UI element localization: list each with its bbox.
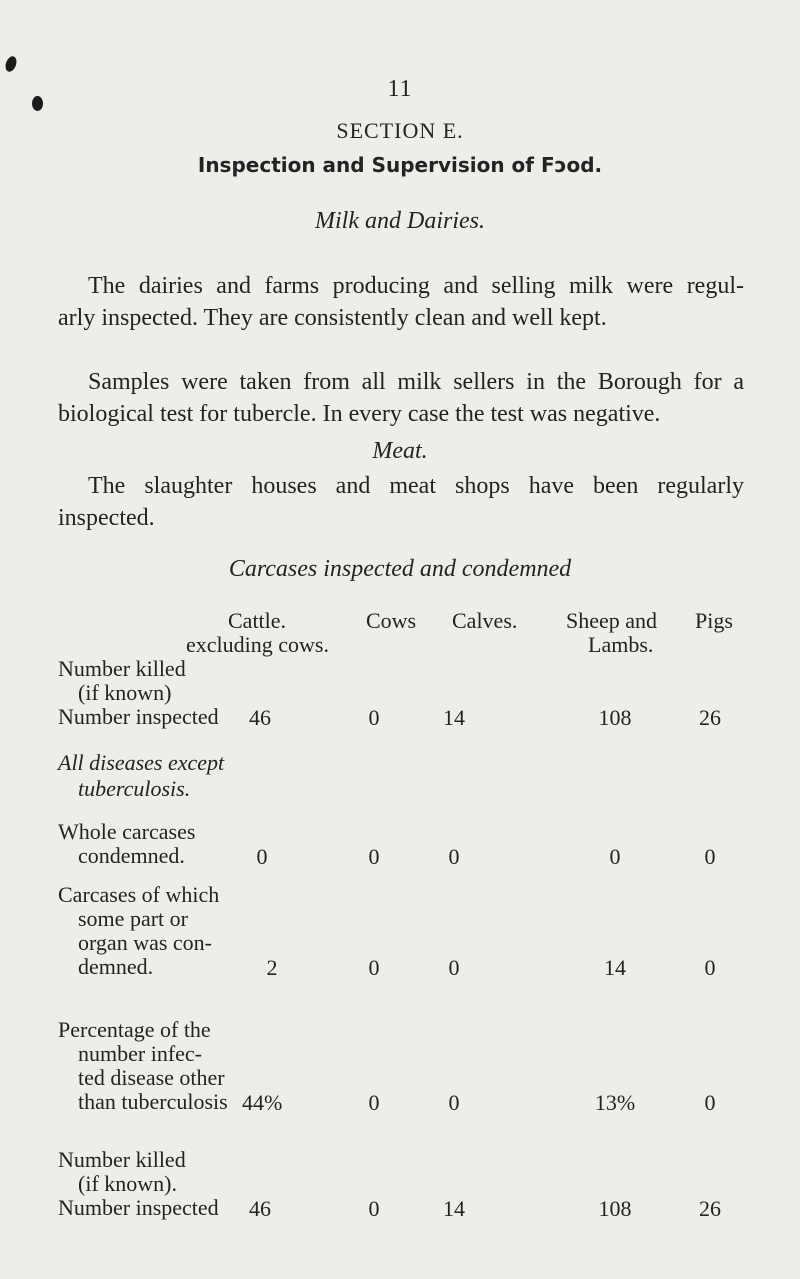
label-line: (if known) (78, 680, 172, 705)
label-line: Number killed (58, 1147, 186, 1172)
cell-pigs: 26 (699, 705, 721, 730)
label-line: than tuberculosis (78, 1089, 228, 1114)
section-label-all-diseases (58, 750, 224, 802)
text-line: The slaughter houses and meat shops have been regularly (88, 473, 744, 499)
text-line: The dairies and farms producing and selling milk were regul- (88, 273, 744, 299)
label-line: ted disease other (78, 1065, 225, 1090)
label-line: Whole carcases (58, 819, 196, 844)
label-line: (if known). (78, 1171, 177, 1196)
text-line: Samples were taken from all milk sellers in the Borough for a (88, 369, 744, 395)
label-line: tuberculosis. (78, 776, 191, 801)
label-line: number infec- (78, 1041, 202, 1066)
cell-cattle: 44% (242, 1090, 283, 1115)
cell-calves: 0 (448, 1090, 460, 1115)
cell-cattle: 2 (266, 955, 278, 980)
row-label-percentage (58, 1018, 228, 1114)
cell-calves: 14 (443, 705, 465, 730)
text-line: biological test for tubercle. In every case the test was negative. (58, 401, 661, 427)
row-label-part-condemned (58, 883, 219, 979)
milk-paragraph-2 (58, 366, 744, 430)
table-title: Carcases inspected and condemned (228, 556, 572, 582)
meat-paragraph (58, 470, 744, 534)
cell-sheep: 14 (604, 955, 626, 980)
cell-calves: 14 (443, 1196, 465, 1221)
label-line: Carcases of which (58, 882, 220, 907)
cell-cows: 0 (368, 1196, 380, 1221)
cell-cows: 0 (368, 1090, 380, 1115)
cell-calves: 0 (448, 844, 460, 869)
section-heading: SECTION E. (336, 118, 464, 143)
cell-cows: 0 (368, 955, 380, 980)
meat-heading: Meat. (372, 438, 428, 464)
label-line: demned. (78, 954, 154, 979)
header-cattle-sub: excluding cows. (186, 632, 329, 657)
cell-pigs: 0 (704, 955, 716, 980)
label-line: condemned. (78, 843, 185, 868)
page-number: 11 (387, 76, 413, 102)
row-label-whole-carcases (58, 820, 195, 868)
row-label-number-inspected (58, 657, 219, 729)
header-sheep: Sheep and (566, 608, 658, 633)
header-calves: Calves. (452, 608, 518, 633)
page-title: Inspection and Supervision of Fɔod. (197, 153, 603, 177)
cell-calves: 0 (448, 955, 460, 980)
label-line: Percentage of the (58, 1017, 211, 1042)
header-pigs: Pigs (695, 608, 733, 633)
cell-sheep: 108 (598, 1196, 632, 1221)
text-line: inspected. (58, 505, 155, 531)
header-cattle: Cattle. (228, 608, 287, 633)
cell-cows: 0 (368, 844, 380, 869)
header-cows: Cows (366, 608, 417, 633)
cell-sheep: 108 (598, 705, 632, 730)
cell-cattle: 46 (249, 705, 271, 730)
label-line: Number inspected (58, 704, 219, 729)
milk-heading: Milk and Dairies. (315, 208, 485, 234)
label-line: some part or (78, 906, 188, 931)
label-line: Number inspected (58, 1195, 219, 1220)
cell-cattle: 0 (256, 844, 268, 869)
label-line: organ was con- (78, 930, 212, 955)
cell-sheep: 13% (594, 1090, 636, 1115)
header-sheep-sub: Lambs. (588, 632, 654, 657)
cell-cattle: 46 (249, 1196, 271, 1221)
cell-cows: 0 (368, 705, 380, 730)
cell-pigs: 0 (704, 844, 716, 869)
label-line: All diseases except (58, 750, 225, 775)
cell-pigs: 0 (704, 1090, 716, 1115)
cell-sheep: 0 (609, 844, 621, 869)
row-label-number-inspected-repeat (58, 1148, 219, 1220)
label-line: Number killed (58, 656, 186, 681)
text-line: arly inspected. They are consistently clean and well kept. (58, 305, 607, 331)
ink-blot-top-left (4, 55, 19, 73)
milk-paragraph-1 (58, 270, 744, 334)
cell-pigs: 26 (699, 1196, 721, 1221)
